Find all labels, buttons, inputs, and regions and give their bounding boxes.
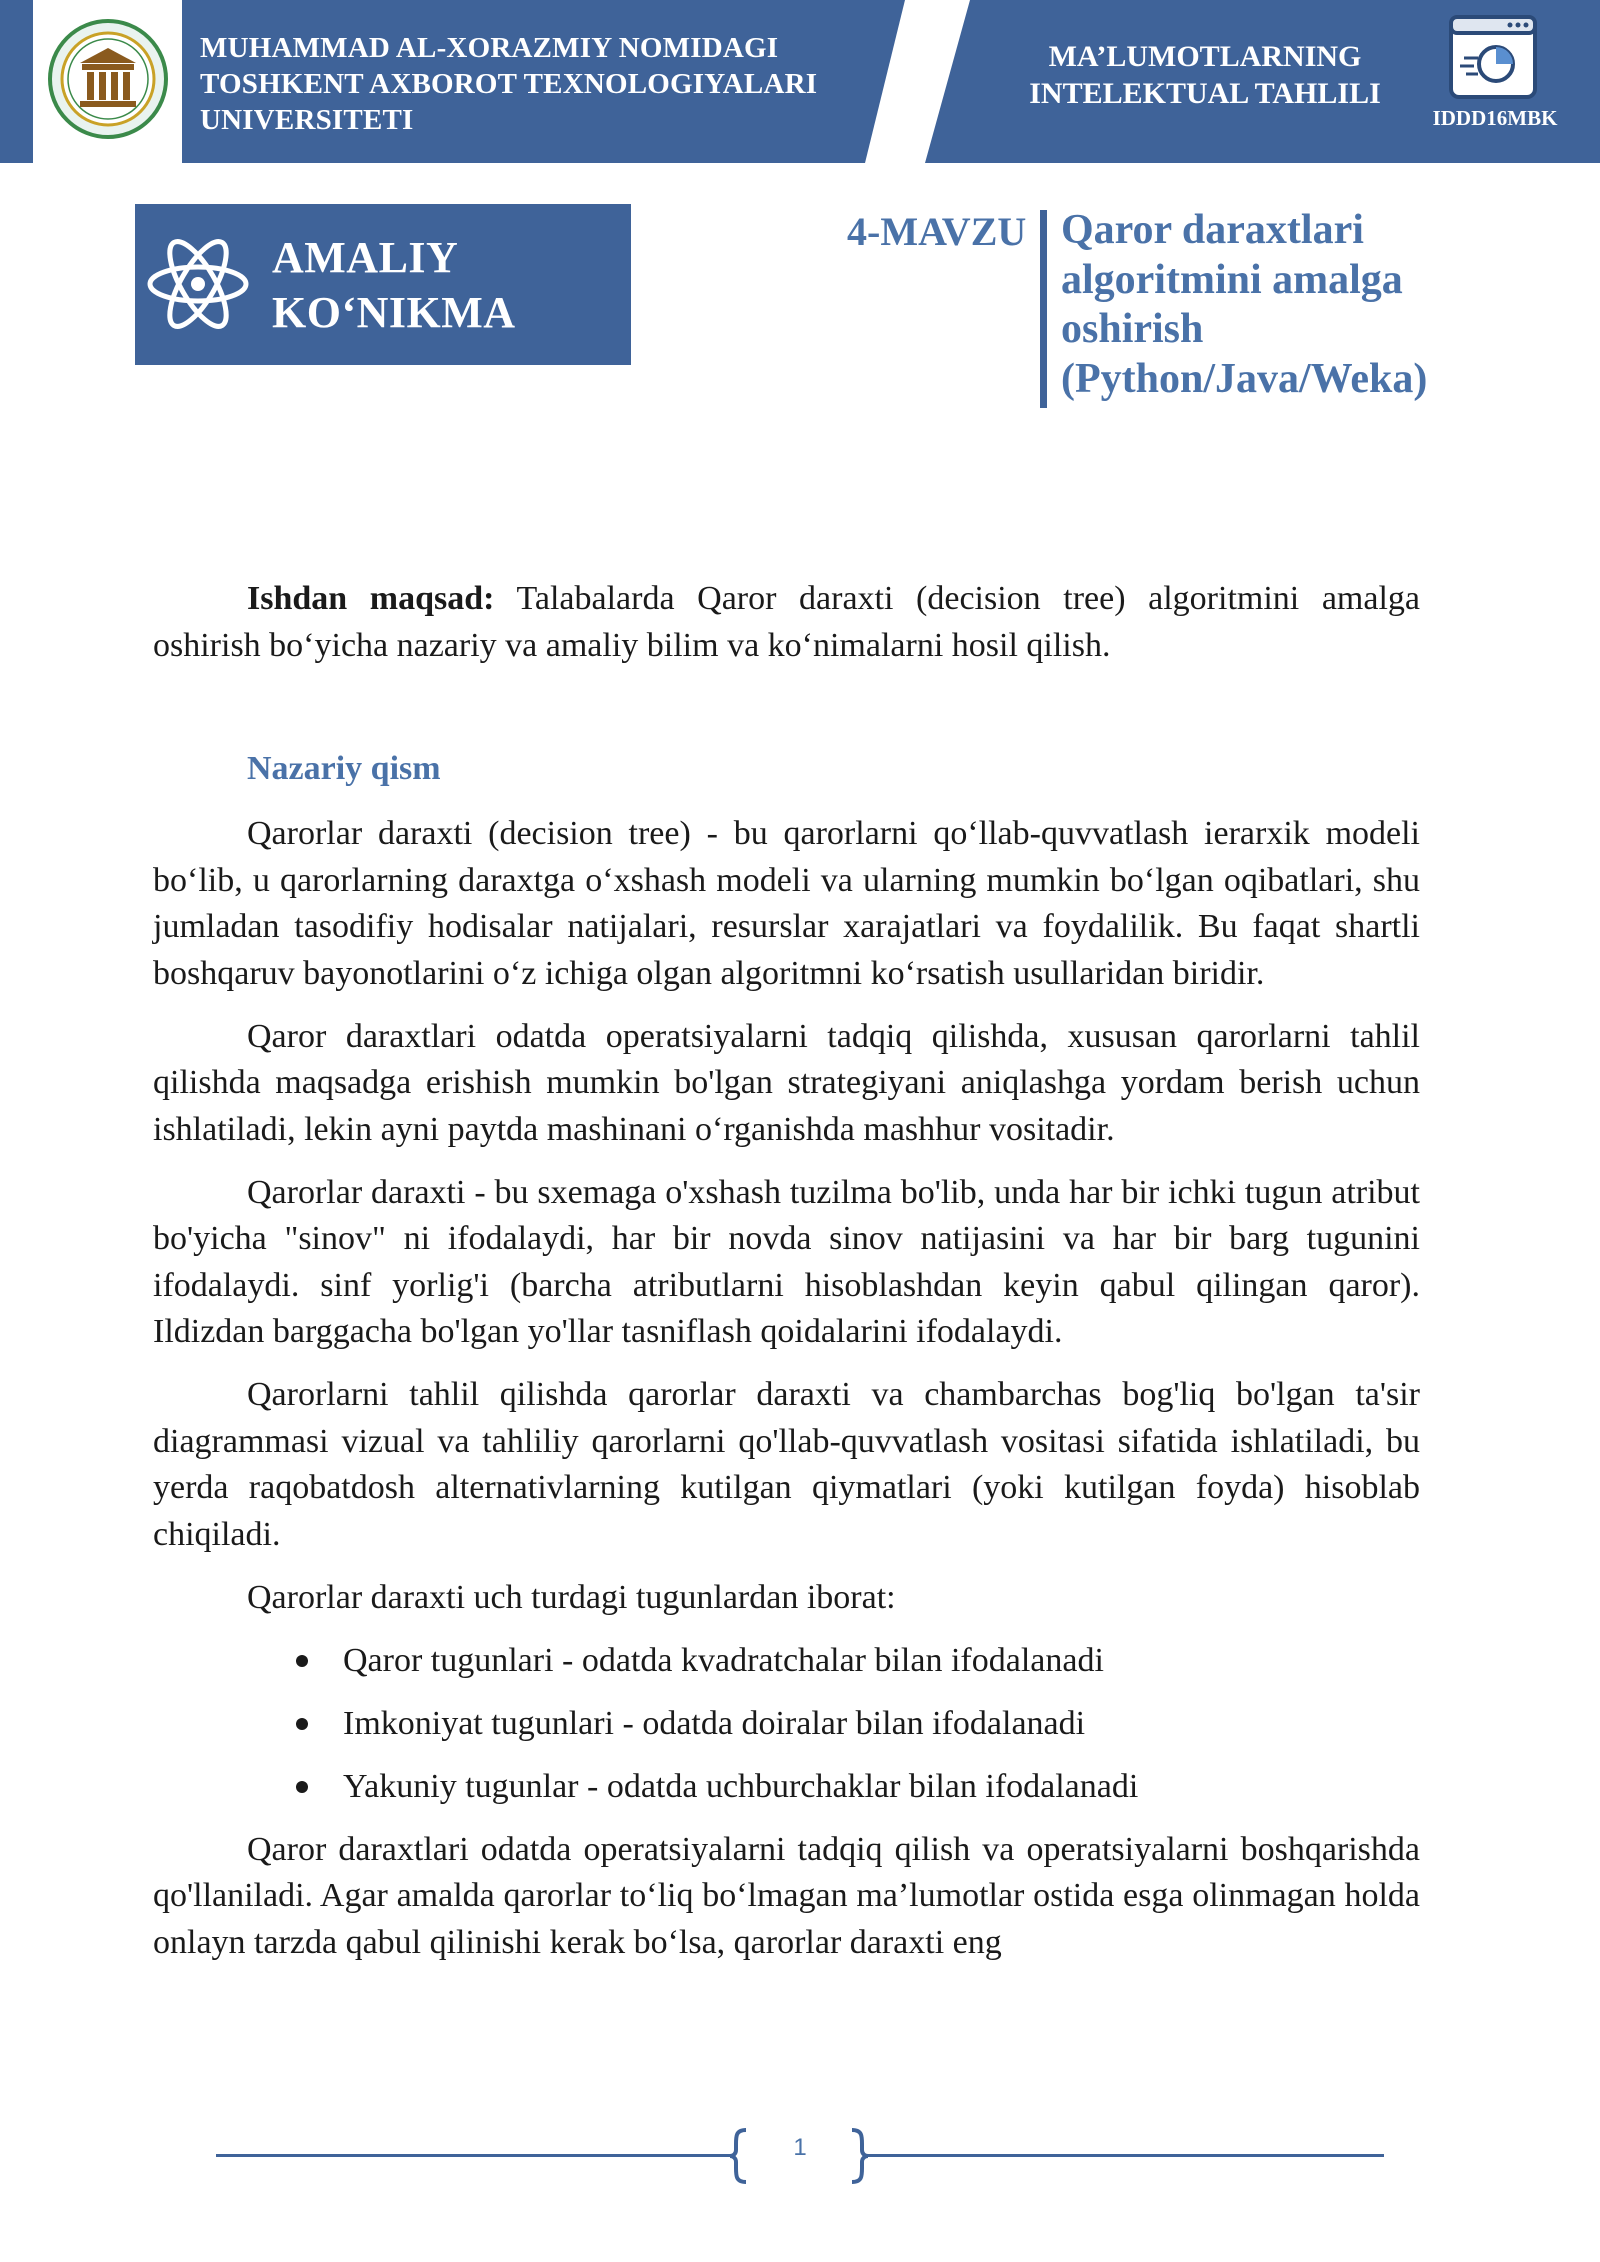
list-item bbox=[153, 1638, 1420, 1685]
paragraph: Qarorlar daraxti (decision tree) - bu qarorlarni qo‘llab-quvvatlash ierarxik modeli bo‘lib, u qarorlarning daraxtga o‘xshash modeli va ularning mumkin bo‘lgan oqibatlari, shu jumladan tasodifiy hodisalar natijalari, resurslar xarajatlari va foydalilik. Bu faqat shartli boshqaruv bayonotlarini o‘z ichiga olgan algoritmni ko‘rsatish usullaridan biridir. bbox=[153, 815, 1420, 992]
course-code: IDDD16MBK bbox=[1432, 106, 1558, 130]
list-item bbox=[153, 1701, 1420, 1748]
data-analysis-window-icon bbox=[1448, 14, 1538, 100]
paragraph: Qarorlar daraxti uch turdagi tugunlardan iborat: bbox=[247, 1578, 896, 1616]
university-logo bbox=[33, 0, 182, 163]
skill-title-line: KO‘NIKMA bbox=[272, 288, 516, 337]
course-name-line: INTELEKTUAL TAHLILI bbox=[1029, 77, 1381, 110]
paragraph: Qarorlar daraxti - bu sxemaga o'xshash tuzilma bo'lib, unda har bir ichki tugun atribut bo'yicha "sinov" ni ifodalaydi, har bir novda sinov natijasini va har bir barg tugunini ifodalaydi. sinf yorlig'i (barcha atributlarni hisoblashdan keyin qabul qilingan qaror). Ildizdan barggacha bo'lgan yo'llar tasniflash qoidalarini ifodalaydi. bbox=[153, 1173, 1420, 1350]
bullet-icon bbox=[296, 1718, 308, 1730]
page-header bbox=[0, 0, 1600, 163]
footer-rule-right bbox=[866, 2154, 1384, 2157]
theory-section bbox=[153, 811, 1420, 1966]
paragraph: Qaror daraxtlari odatda operatsiyalarni tadqiq qilishda, xususan qarorlarni tahlil qilishda maqsadga erishish mumkin bo'lgan strategiyani aniqlashga yordam berish uchun ishlatiladi, lekin ayni paytda mashinani o‘rganishda mashhur vositadir. bbox=[153, 1017, 1420, 1148]
section-heading: Nazariy qism bbox=[247, 750, 441, 787]
topic-title-line: (Python/Java/Weka) bbox=[1061, 355, 1428, 402]
university-name bbox=[200, 30, 840, 138]
topic-divider bbox=[1040, 210, 1047, 408]
list-item bbox=[153, 1764, 1420, 1811]
goal-label: Ishdan maqsad: bbox=[247, 580, 495, 617]
practical-skill-box bbox=[135, 204, 631, 365]
atom-icon bbox=[145, 234, 251, 334]
topic-title-line: oshirish bbox=[1061, 306, 1204, 352]
page-number: 1 bbox=[793, 2134, 807, 2161]
university-seal-icon bbox=[47, 18, 169, 140]
document-body bbox=[153, 576, 1420, 669]
paragraph: Qaror daraxtlari odatda operatsiyalarni tadqiq qilish va operatsiyalarni boshqarishda qo'llaniladi. Agar amalda qarorlar to‘liq bo‘lmagan ma’lumotlar ostida esga olinmagan holda onlayn tarzda qabul qilinishi kerak bo‘lsa, qarorlar daraxti eng bbox=[153, 1830, 1420, 1961]
topic-number: 4-MAVZU bbox=[847, 209, 1027, 254]
bullet-icon bbox=[296, 1781, 308, 1793]
page-footer bbox=[0, 2120, 1600, 2180]
skill-title-line: AMALIY bbox=[272, 233, 459, 282]
paragraph: Qarorlarni tahlil qilishda qarorlar daraxti va chambarchas bog'liq bo'lgan ta'sir diagrammasi vizual va tahliliy qarorlarni qo'llab-quvvatlash vositasi sifatida ishlatiladi, bu yerda raqobatdosh alternativlarning kutilgan qiymatlari (yoki kutilgan foyda) hisoblab chiqiladi. bbox=[153, 1376, 1420, 1553]
list-item-text: Imkoniyat tugunlari - odatda doiralar bilan ifodalanadi bbox=[343, 1704, 1086, 1742]
topic-title bbox=[1061, 206, 1427, 404]
list-item-text: Yakuniy tugunlar - odatda uchburchaklar bilan ifodalanadi bbox=[343, 1767, 1139, 1805]
university-name-line: MUHAMMAD AL-XORAZMIY NOMIDAGI bbox=[200, 32, 779, 64]
topic-title-line: Qaror daraxtlari bbox=[1061, 207, 1364, 253]
list-item-text: Qaror tugunlari - odatda kvadratchalar bilan ifodalanadi bbox=[343, 1641, 1104, 1679]
skill-title bbox=[272, 230, 516, 340]
course-name bbox=[1015, 38, 1395, 112]
topic-title-line: algoritmini amalga bbox=[1061, 256, 1403, 303]
footer-rule-left bbox=[216, 2154, 731, 2157]
course-name-line: MA’LUMOTLARNING bbox=[1048, 40, 1362, 73]
university-name-line: TOSHKENT AXBOROT TEXNOLOGIYALARI bbox=[200, 68, 818, 100]
bullet-icon bbox=[296, 1655, 308, 1667]
left-brace-icon bbox=[728, 2128, 750, 2184]
goal-paragraph bbox=[153, 576, 1420, 669]
node-types-list bbox=[153, 1638, 1420, 1811]
goal-text: Talabalarda Qaror daraxti (decision tree) algoritmini amalga oshirish bo‘yicha nazariy va amaliy bilim va ko‘nimalarni hosil qilish. bbox=[153, 580, 1421, 664]
university-name-line: UNIVERSITETI bbox=[200, 104, 414, 136]
